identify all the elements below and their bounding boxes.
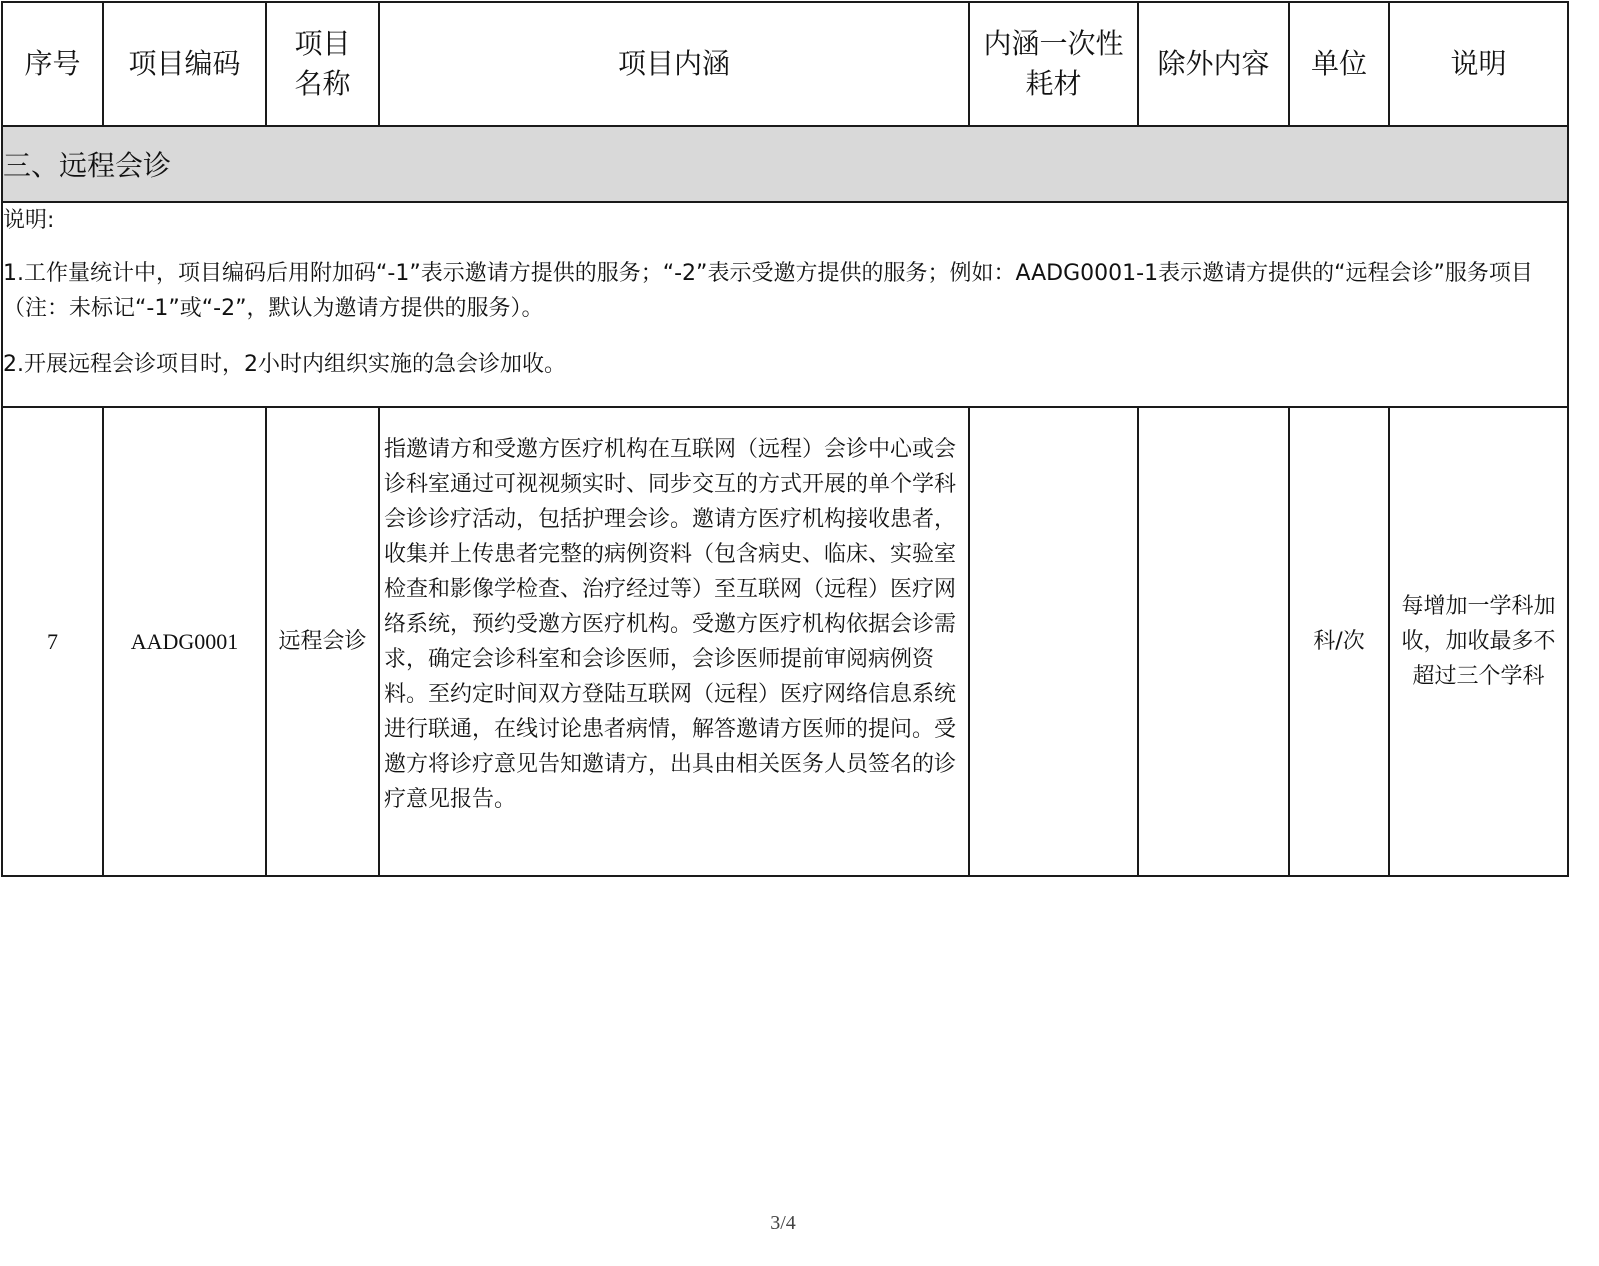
header-seq: 序号 [2,2,103,126]
header-consumable [969,2,1138,126]
notes-cell [2,202,1568,407]
header-excluded: 除外内容 [1138,2,1289,126]
header-remark: 说明 [1389,2,1568,126]
header-name [266,2,379,126]
cell-content: 指邀请方和受邀方医疗机构在互联网（远程）会诊中心或会诊科室通过可视视频实时、同步交互的方式开展的单个学科会诊诊疗活动，包括护理会诊。邀请方医疗机构接收患者，收集并上传患者完整的病例资料（包含病史、临床、实验室检查和影像学检查、治疗经过等）至互联网（远程）医疗网络系统，预约受邀方医疗机构。受邀方医疗机构依据会诊需求，确定会诊科室和会诊医师，会诊医师提前审阅病例资料。至约定时间双方登陆互联网（远程）医疗网络信息系统进行联通，在线讨论患者病情，解答邀请方医师的提问。受邀方将诊疗意见告知邀请方，出具由相关医务人员签名的诊疗意见报告。 [379,407,969,876]
note-2: 2.开展远程会诊项目时，2小时内组织实施的急会诊加收。 [3,352,566,377]
header-consumable-line2: 耗材 [1025,67,1082,100]
section-row [2,126,1568,202]
notes-label: 说明: [3,208,55,233]
header-consumable-line1: 内涵一次性 [983,27,1124,60]
header-content: 项目内涵 [379,2,969,126]
note-1: 1.工作量统计中，项目编码后用附加码“-1”表示邀请方提供的服务；“-2”表示受邀方提供的服务；例如：AADG0001-1表示邀请方提供的“远程会诊”服务项目（注：未标记“-1”或“-2”，默认为邀请方提供的服务）。 [3,261,1533,321]
cell-remark: 每增加一学科加收，加收最多不超过三个学科 [1389,407,1568,876]
fee-item-table [1,1,1569,877]
header-unit: 单位 [1289,2,1389,126]
cell-unit: 科/次 [1289,407,1389,876]
section-title: 三、远程会诊 [2,126,1568,202]
header-code: 项目编码 [103,2,266,126]
notes-row [2,202,1568,407]
cell-excluded [1138,407,1289,876]
cell-seq: 7 [2,407,103,876]
header-name-line2: 名称 [294,67,351,100]
page-number: 3/4 [770,1212,796,1234]
table-header-row [2,2,1568,126]
cell-name: 远程会诊 [266,407,379,876]
cell-code: AADG0001 [103,407,266,876]
header-name-line1: 项目 [294,27,351,60]
table-row [2,407,1568,876]
cell-consumable [969,407,1138,876]
